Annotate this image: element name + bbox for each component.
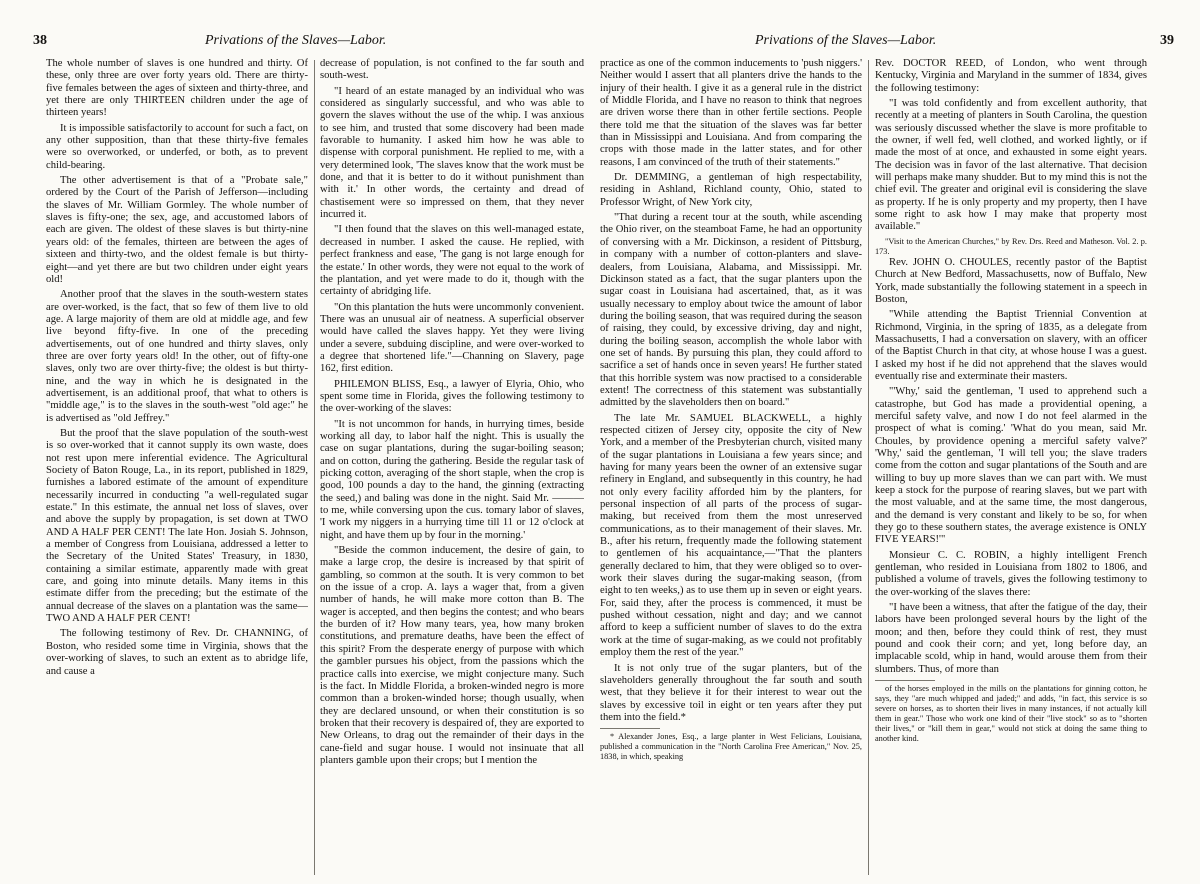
paragraph: "I have been a witness, that after the fatigue of the day, their labors have been prolonged several hours by the light of the moon; and then, before they could think of rest, they must pound and cook their corn; and yet, long before day, an implacable scold, whip in hand, would arouse them from their slumbers. Thus, of more than: [875, 602, 1147, 675]
paragraph: Monsieur C. C. ROBIN, a highly intelligent French gentleman, who resided in Louisiana from 1802 to 1806, and published a volume of travels, gives the following testimony to the over-working of the slaves there:: [875, 549, 1147, 598]
paragraph: "It is not uncommon for hands, in hurrying times, beside working all day, to labor half the night. This is usually the case on sugar plantations, during the sugar-boiling season; and on cotton, during the gathering. Beside the regular task of picking cotton, averaging of the short staple, when the crop is good, 100 pounds a day to the hand, the ginning (extracting the seed,) and baling was done in the night. Said Mr. ——— to me, while conversing upon the cus. tomary labor of slaves, 'I work my niggers in a hurrying time till 11 or 12 o'clock at night, and have them up by four in the morning.': [320, 418, 584, 541]
paragraph: "I heard of an estate managed by an individual who was considered as singularly successful, and who was able to govern the slaves without the use of the whip. I was anxious to see him, and trusted that some discovery had been made favorable to humanity. I asked him how he was able to dispense with corporal punishment. He replied to me, with a very determined look, 'The slaves know that the work must be done, and that it is better to do it without punishment than with it.' In other words, the certainty and dread of chastisement were so impressed on them, that they never incurred it.: [320, 85, 584, 221]
right-running-head: Privations of the Slaves—Labor.: [755, 33, 937, 48]
left-page-column-1: [46, 58, 308, 878]
column-rule: [868, 60, 869, 875]
left-page-number: 38: [33, 33, 47, 48]
paragraph: It is impossible satisfactorily to account for such a fact, on any other supposition, than that these thirty-five females were so overworked, or underfed, or both, as to prevent child-bearing.: [46, 122, 308, 171]
paragraph: Another proof that the slaves in the south-western states are over-worked, is the fact, that so few of them live to old age. A large majority of them are old at middle age, and few live beyond fifty-five. In one of the preceding advertisements, out of one hundred and thirty slaves, only three are over forty years old! In the other, out of fifty-one slaves, only two are over thirty-five; the oldest is but thirty-nine, and the way in which he is designated in the advertisement, is an additional proof, that what to others is "middle age," is to the slaves in the south-west "old age:" he is advertised as "old Jeffrey.": [46, 289, 308, 424]
column-rule: [314, 60, 315, 875]
footnote-continuation: of the horses employed in the mills on the plantations for ginning cotton, he says, they "are much whipped and jaded;" and adds, "in fact, this service is so severe on horses, as to shorten their lives in many instances, if not actually kill them in gear." Those who work one kind of their "live stock" so as to "shorten their lives," or "kill them in gear," would not stick at doing the same thing to another kind.: [875, 684, 1147, 744]
footnote-rule: [875, 680, 935, 681]
right-page-column-1: [600, 58, 862, 878]
footnote: * Alexander Jones, Esq., a large planter in West Felicians, Louisiana, published a communication in the "North Carolina Free American," Nov. 25, 1838, in which, speaking: [600, 732, 862, 762]
left-page-column-2: [320, 58, 584, 878]
paragraph: "On this plantation the huts were uncommonly convenient. There was an unusual air of neatness. A superficial observer would have called the slaves happy. Yet they were living under a severe, subduing discipline, and were over-worked to a degree that shortened life."—Channing on Slavery, page 162, first edition.: [320, 301, 584, 375]
paragraph: The other advertisement is that of a "Probate sale," ordered by the Court of the Parish of Jefferson—including the slaves of Mr. William Gormley. The whole number of slaves is fifty-one; the sex, age, and accustomed labors of each are given. The oldest of these slaves is but thirty-nine years old: of the females, thirteen are between the ages of sixteen and thirty-two, and the oldest female is but thirty-eight—and yet there are but two children under eight years old!: [46, 175, 308, 285]
paragraph: Rev. DOCTOR REED, of London, who went through Kentucky, Virginia and Maryland in the summer of 1834, gives the following testimony:: [875, 58, 1147, 94]
paragraph: The following testimony of Rev. Dr. CHANNING, of Boston, who resided some time in Virginia, shows that the over-working of slaves, to such an extent as to abridge life, and cause a: [46, 628, 308, 677]
paragraph: "Beside the common inducement, the desire of gain, to make a large crop, the desire is increased by that spirit of gambling, so common at the south. It is very common to bet on the issue of a crop. A. lays a wager that, from a given number of hands, he will make more cotton than B. The wager is accepted, and then begins the contest; and who bears the burden of it? How many tears, yea, how many broken constitutions, and premature deaths, have been the effect of this spirit? From the desperate energy of purpose with which the gambler pursues his object, from the passions which the practice calls into exercise, we might conjecture many. Such is the fact. In Middle Florida, a broken-winded negro is more common than a broken-winded horse; though usually, when they are declared unsound, or when their constitution is so broken that their recovery is despaired of, they are exported to New Orleans, to drag out the remainder of their days in the cane-field and sugar house. I would not insinuate that all planters gamble upon their crops; but I mention the: [320, 545, 584, 766]
paragraph: practice as one of the common inducements to 'push niggers.' Neither would I assert that all planters drive the hands to the injury of their health. I give it as a general rule in the district of Middle Florida, and I have no reason to think that negroes are driven worse there than in other fertile sections. People there told me that the situation of the slaves was far better than in Mississippi and Louisiana. And from comparing the crops with those made in the latter states, and for other reasons, I am convinced of the truth of their statements.": [600, 58, 862, 168]
paragraph: "While attending the Baptist Triennial Convention at Richmond, Virginia, in the spring of 1835, as a delegate from Massachusetts, I had a conversation on slavery, with an officer of the Baptist Church in that city, at whose house I was a guest. I asked my host if he did not apprehend that the slaves would eventually rise and exterminate their masters.: [875, 309, 1147, 382]
paragraph: The late Mr. SAMUEL BLACKWELL, a highly respected citizen of Jersey city, opposite the city of New York, and a member of the Presbyterian church, visited many of the sugar plantations in Louisiana a few years since; and having for many years been the owner of an extensive sugar refinery in England, and subsequently in this country, he had not only every facility afforded him by the planters, for personal inspection of all parts of the process of sugar-making, but received from them the most unreserved communications, as to their management of their slaves. Mr. B., after his return, frequently made the following statement to gentlemen of his acquaintance,—"That the planters generally declared to him, that they were obliged so to over-work their slaves during the sugar-making season, (from eight to ten weeks,) as to use them up in seven or eight years. For, said they, after the process is commenced, it must be pushed without cessation, night and day; and we cannot afford to keep a sufficient number of slaves to do the extra work at the time of sugar-making, as we could not profitably employ them the rest of the year.": [600, 412, 862, 659]
paragraph: Rev. JOHN O. CHOULES, recently pastor of the Baptist Church at New Bedford, Massachusetts, now of Buffalo, New York, made substantially the following statement in a speech in Boston,: [875, 256, 1147, 305]
footnote-rule: [600, 728, 660, 729]
left-running-head: Privations of the Slaves—Labor.: [205, 33, 387, 48]
right-page-column-2: [875, 58, 1147, 878]
paragraph: "I was told confidently and from excellent authority, that recently at a meeting of planters in South Carolina, the question was seriously discussed whether the slave is more profitable to the owner, if well fed, well clothed, and worked lightly, or if made the most of at once, and exhausted in some eight years. The decision was in favor of the last alternative. That decision will perhaps make many shudder. But to my mind this is not the chief evil. The greater and original evil is considering the slave as property. If he is only property and my property, then I have some right to ask how I may make that property most available.": [875, 98, 1147, 233]
paragraph: "That during a recent tour at the south, while ascending the Ohio river, on the steamboat Fame, he had an opportunity of conversing with a Mr. Dickinson, a resident of Pittsburg, in company with a number of cotton-planters and slave-dealers, from Louisiana, Alabama, and Mississippi. Mr. Dickinson stated as a fact, that the sugar planters upon the sugar coast in Louisiana had ascertained, that, as it was usually necessary to employ about twice the amount of labor during the boiling season, that was required during the season of raising, they could, by excessive driving, day and night, during the boiling season, accomplish the whole labor with one set of hands. By pursuing this plan, they could afford to sacrifice a set of hands once in seven years! He further stated that this horrible system was now practised to a considerable extent! The correctness of this statement was substantially admitted by the slaveholders then on board.": [600, 212, 862, 409]
paragraph: Dr. DEMMING, a gentleman of high respectability, residing in Ashland, Richland county, Ohio, stated to Professor Wright, of New York city,: [600, 172, 862, 208]
paragraph: decrease of population, is not confined to the far south and south-west.: [320, 58, 584, 82]
citation-note: "Visit to the American Churches," by Rev. Drs. Reed and Matheson. Vol. 2. p. 173.: [875, 236, 1147, 256]
paragraph: "I then found that the slaves on this well-managed estate, decreased in number. I asked the cause. He replied, with perfect frankness and ease, 'The gang is not large enough for the estate.' In other words, they were not equal to the work of the plantation, and yet were made to do it, though with the certainty of abridging life.: [320, 224, 584, 298]
paragraph: The whole number of slaves is one hundred and thirty. Of these, only three are over forty years old. There are thirty-five females between the ages of sixteen and thirty-three, and yet there are only THIRTEEN children under the age of thirteen years!: [46, 58, 308, 119]
paragraph: "'Why,' said the gentleman, 'I used to apprehend such a catastrophe, but God has made a providential opening, a merciful safety valve, and now I do not feel alarmed in the prospect of what is coming.' 'What do you mean, said Mr. Choules, by providence opening a merciful safety valve?' 'Why,' said the gentleman, 'I will tell you; the slave traders come from the cotton and sugar plantations of the South and are willing to buy up more slaves than we can part with. We must keep a stock for the purpose of rearing slaves, but we part with the most valuable, and at the same time, the most dangerous, and the demand is very constant and likely to be so, for when they go to these southern states, the average existence is ONLY FIVE YEARS!'": [875, 386, 1147, 546]
right-page-number: 39: [1160, 33, 1174, 48]
paragraph: But the proof that the slave population of the south-west is so over-worked that it cannot supply its own waste, does not rest upon mere inferential evidence. The Agricultural Society of Baton Rouge, La., in its report, published in 1829, furnishes a labored estimate of the amount of expenditure necessarily incurred in conducting "a well-regulated sugar estate." In this estimate, the annual net loss of slaves, over and above the supply by propagation, is set down at TWO AND A HALF PER CENT! The late Hon. Josiah S. Johnson, a member of Congress from Louisiana, addressed a letter to the Secretary of the United States' Treasury, in 1830, containing a similar estimate, apparently made with great care, and going into minute details. Many items in this estimate differ from the preceding; but the estimate of the annual decrease of the slaves on a plantation was the same—TWO AND A HALF PER CENT!: [46, 427, 308, 625]
paragraph: It is not only true of the sugar planters, but of the slaveholders generally throughout the far south and south west, that they believe it for their interest to wear out the slaves by excessive toil in eight or ten years after they put them into the field.*: [600, 662, 862, 723]
paragraph: PHILEMON BLISS, Esq., a lawyer of Elyria, Ohio, who spent some time in Florida, gives the following testimony to the over-working of the slaves:: [320, 378, 584, 415]
